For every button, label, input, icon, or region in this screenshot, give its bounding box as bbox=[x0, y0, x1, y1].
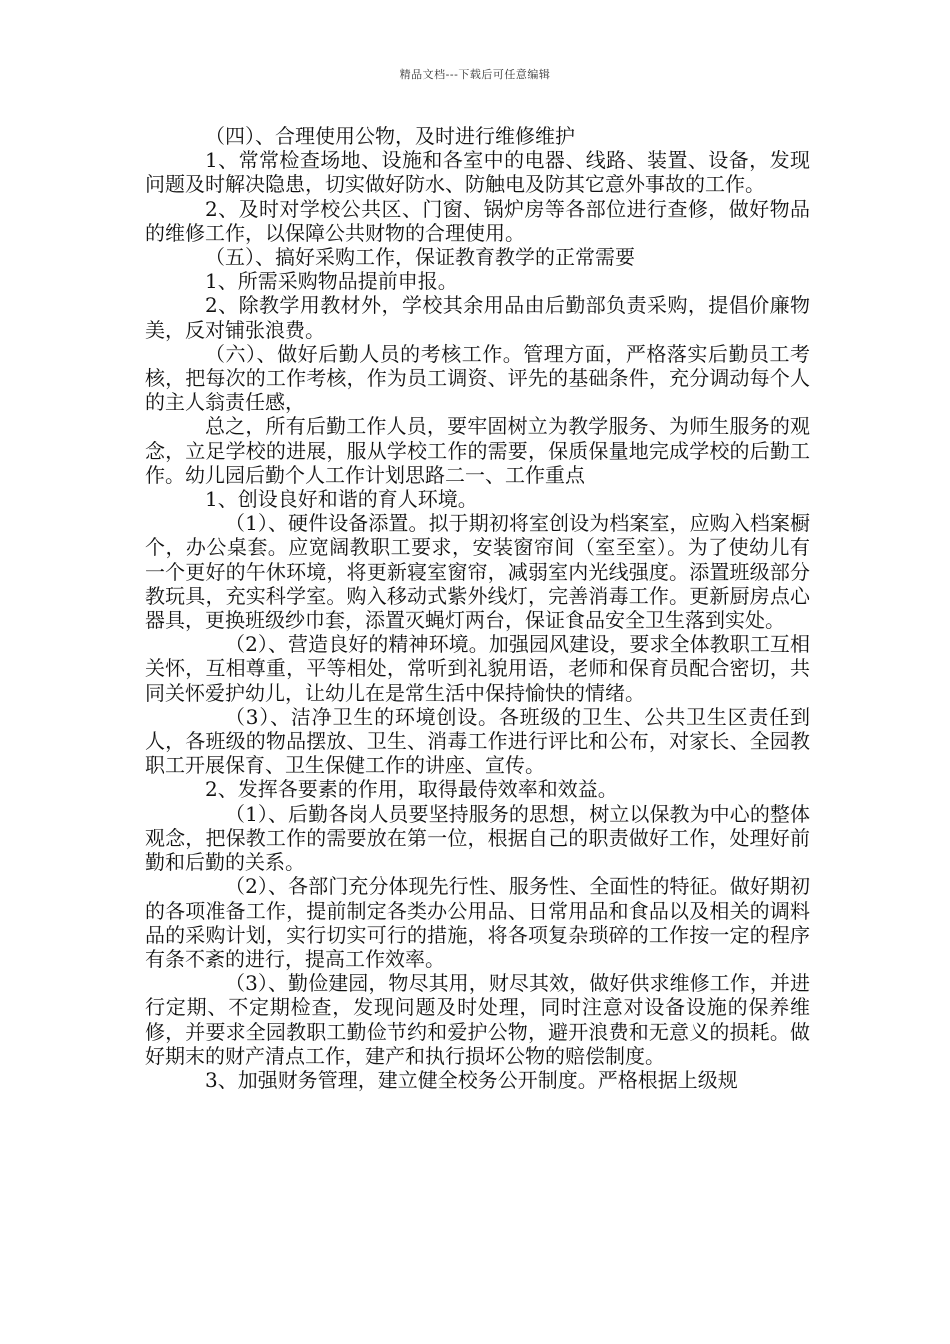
paragraph: 1、创设良好和谐的育人环境。 bbox=[205, 487, 478, 512]
paragraph: （1）、硬件设备添置。拟于期初将室创设为档案室，应购入档案橱个，办公桌套。应宽阔教职工要求，安装窗帘间（室至室）。为了使幼儿有一个更好的午休环境，将更新寝室窗帘，减弱室内光线强度。添置班级部分教玩具，充实科学室。购入移动式紫外线灯，完善消毒工作。更新厨房点心器具，更换班级纱巾套，添置灭蝇灯两台，保证食品安全卫生落到实处。 bbox=[145, 511, 810, 633]
paragraph: （3）、勤俭建园，物尽其用，财尽其效，做好供求维修工作，并进行定期、不定期检查，发现问题及时处理，同时注意对设备设施的保养维修，并要求全园教职工勤俭节约和爱护公物，避开浪费和无意义的损耗。做好期末的财产清点工作，建产和执行损坏公物的赔偿制度。 bbox=[145, 971, 810, 1068]
paragraph: （2）、各部门充分体现先行性、服务性、全面性的特征。做好期初的各项准备工作，提前制定各类办公用品、日常用品和食品以及相关的调料品的采购计划，实行切实可行的措施，将各项复杂琐碎的工作按一定的程序有条不紊的进行，提高工作效率。 bbox=[145, 874, 810, 971]
paragraph: 1、常常检查场地、设施和各室中的电器、线路、装置、设备，发现问题及时解决隐患，切实做好防水、防触电及防其它意外事故的工作。 bbox=[145, 148, 810, 197]
paragraph: （1）、后勤各岗人员要坚持服务的思想，树立以保教为中心的整体观念，把保教工作的需要放在第一位，根据自己的职责做好工作，处理好前勤和后勤的关系。 bbox=[145, 801, 810, 875]
paragraph: 3、加强财务管理，建立健全校务公开制度。严格根据上级规 bbox=[205, 1067, 738, 1092]
paragraph: 2、发挥各要素的作用，取得最侍效率和效益。 bbox=[205, 777, 618, 802]
section-heading-4: （四）、合理使用公物，及时进行维修维护 bbox=[205, 124, 575, 148]
page-header: 精品文档---下载后可任意编辑 bbox=[399, 68, 551, 81]
document-body bbox=[145, 124, 810, 1092]
paragraph: 2、除教学用教材外，学校其余用品由后勤部负责采购，提倡价廉物美，反对铺张浪费。 bbox=[145, 293, 810, 342]
paragraph: 2、及时对学校公共区、门窗、锅炉房等各部位进行查修，做好物品的维修工作，以保障公共财物的合理使用。 bbox=[145, 196, 810, 245]
paragraph: 1、所需采购物品提前申报。 bbox=[205, 269, 458, 294]
paragraph: （3）、洁净卫生的环境创设。各班级的卫生、公共卫生区责任到人，各班级的物品摆放、卫生、消毒工作进行评比和公布，对家长、全园教职工开展保育、卫生保健工作的讲座、宣传。 bbox=[145, 704, 810, 778]
section-heading-5: （五）、搞好采购工作，保证教育教学的正常需要 bbox=[205, 245, 635, 270]
paragraph: 总之，所有后勤工作人员，要牢固树立为教学服务、为师生服务的观念，立足学校的进展，服从学校工作的需要，保质保量地完成学校的后勤工作。幼儿园后勤个人工作计划思路二一、工作重点 bbox=[145, 414, 810, 487]
section-heading-6: （六）、做好后勤人员的考核工作。管理方面，严格落实后勤员工考核，把每次的工作考核，作为员工调资、评先的基础条件，充分调动每个人的主人翁责任感， bbox=[145, 341, 810, 415]
paragraph: （2）、营造良好的精神环境。加强园风建设，要求全体教职工互相关怀，互相尊重，平等相处，常听到礼貌用语，老师和保育员配合密切，共同关怀爱护幼儿，让幼儿在是常生活中保持愉快的情绪。 bbox=[145, 632, 810, 705]
